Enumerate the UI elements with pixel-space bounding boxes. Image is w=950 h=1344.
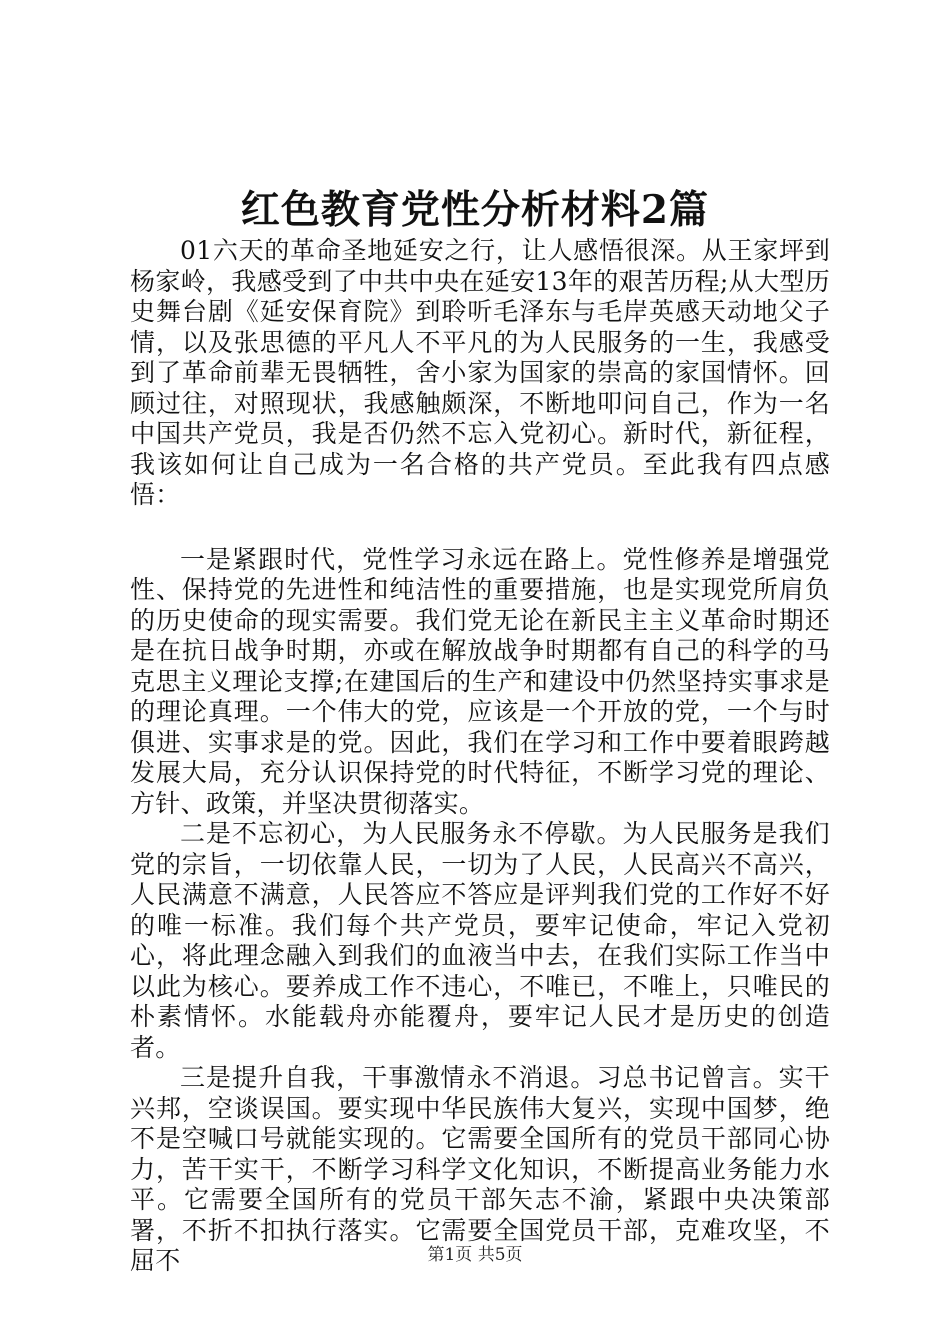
paragraph-intro: 01六天的革命圣地延安之行，让人感悟很深。从王家坪到杨家岭，我感受到了中共中央在延安13年的艰苦历程;从大型历史舞台剧《延安保育院》到聆听毛泽东与毛岸英感天动地父子情，以及张思德的平凡人不平凡的为人民服务的一生，我感受到了革命前辈无畏牺牲，舍小家为国家的崇高的家国情怀。回顾过往，对照现状，我感触颇深，不断地叩问自己，作为一名中国共产党员，我是否仍然不忘入党初心。新时代，新征程，我该如何让自己成为一名合格的共产党员。至此我有四点感悟： [130, 236, 830, 509]
paragraph-point-2: 二是不忘初心，为人民服务永不停歇。为人民服务是我们党的宗旨，一切依靠人民，一切为了人民，人民高兴不高兴，人民满意不满意，人民答应不答应是评判我们党的工作好不好的唯一标准。我们每个共产党员，要牢记使命，牢记入党初心，将此理念融入到我们的血液当中去，在我们实际工作当中以此为核心。要养成工作不违心，不唯已，不唯上，只唯民的朴素情怀。水能载舟亦能覆舟，要牢记人民才是历史的创造者。 [130, 819, 830, 1062]
paragraph-point-1: 一是紧跟时代，党性学习永远在路上。党性修养是增强党性、保持党的先进性和纯洁性的重要措施，也是实现党所肩负的历史使命的现实需要。我们党无论在新民主主义革命时期还是在抗日战争时期，亦或在解放战争时期都有自己的科学的马克思主义理论支撑;在建国后的生产和建设中仍然坚持实事求是的理论真理。一个伟大的党，应该是一个开放的党，一个与时俱进、实事求是的党。因此，我们在学习和工作中要着眼跨越发展大局，充分认识保持党的时代特征，不断学习党的理论、方针、政策，并坚决贯彻落实。 [130, 544, 830, 818]
document-title: 红色教育党性分析材料2篇 [240, 187, 710, 233]
document-body [130, 236, 830, 1277]
paragraph-point-3: 三是提升自我，干事激情永不消退。习总书记曾言。实干兴邦，空谈误国。要实现中华民族伟大复兴，实现中国梦，绝不是空喊口号就能实现的。它需要全国所有的党员干部同心协力，苦干实干，不断学习科学文化知识，不断提高业务能力水平。它需要全国所有的党员干部矢志不渝，紧跟中央决策部署，不折不扣执行落实。它需要全国党员干部，克难攻坚，不屈不 [130, 1063, 830, 1275]
page-footer: 第1页 共5页 [427, 1245, 523, 1265]
